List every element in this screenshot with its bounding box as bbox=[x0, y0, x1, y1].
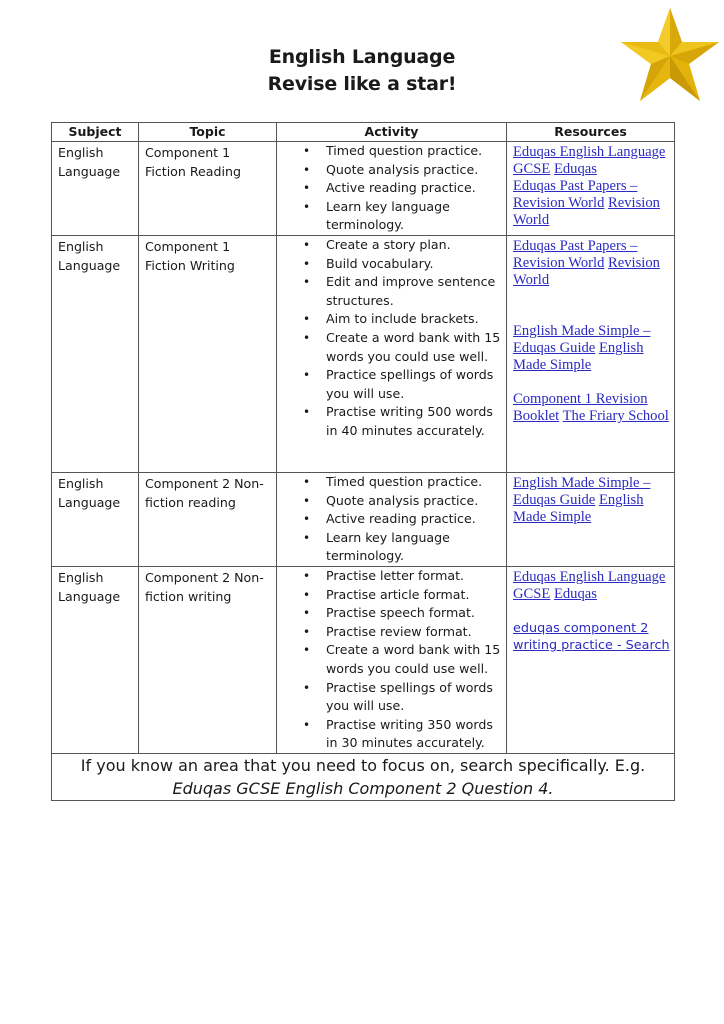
column-header-subject: Subject bbox=[52, 123, 139, 142]
resource-link[interactable]: Eduqas Past Papers – Revision World bbox=[513, 178, 638, 211]
footer-note bbox=[52, 753, 675, 800]
table-row bbox=[52, 473, 675, 567]
table-row bbox=[52, 142, 675, 236]
activity-item: • Practise writing 500 words in 40 minutes accurately. bbox=[326, 403, 506, 440]
table-row bbox=[52, 236, 675, 473]
table-header-row bbox=[52, 123, 675, 142]
topic-cell: Component 1 Fiction Writing bbox=[145, 239, 235, 273]
activity-item: • Learn key language terminology. bbox=[326, 198, 506, 235]
column-header-topic: Topic bbox=[139, 123, 277, 142]
activity-item: • Practise review format. bbox=[326, 623, 506, 642]
activity-list bbox=[277, 142, 506, 235]
resource-link[interactable]: English Made Simple – Eduqas Guide bbox=[513, 475, 651, 508]
column-header-activity: Activity bbox=[277, 123, 507, 142]
topic-cell: Component 1 Fiction Reading bbox=[145, 145, 241, 179]
activity-item: • Practise speech format. bbox=[326, 604, 506, 623]
resource-link[interactable]: Eduqas Past Papers – Revision World bbox=[513, 238, 638, 271]
activity-item: • Create a word bank with 15 words you could use well. bbox=[326, 329, 506, 366]
activity-item: • Active reading practice. bbox=[326, 510, 506, 529]
title-line-2: Revise like a star! bbox=[267, 73, 457, 95]
table-footer-row bbox=[52, 753, 675, 800]
footer-line-2-example: Eduqas GCSE English Component 2 Question 4. bbox=[172, 778, 554, 798]
activity-item: • Edit and improve sentence structures. bbox=[326, 273, 506, 310]
activity-item: • Quote analysis practice. bbox=[326, 161, 506, 180]
gold-star-icon bbox=[619, 6, 721, 104]
activity-item: • Timed question practice. bbox=[326, 142, 506, 161]
subject-cell: English Language bbox=[58, 239, 121, 273]
activity-list bbox=[277, 567, 506, 753]
subject-cell: English Language bbox=[58, 476, 121, 510]
resource-link[interactable]: Revision World bbox=[513, 255, 660, 288]
resources-cell bbox=[507, 142, 674, 229]
activity-item: • Practise letter format. bbox=[326, 567, 506, 586]
activity-list bbox=[277, 473, 506, 566]
activity-list bbox=[277, 236, 506, 441]
topic-cell: Component 2 Non-fiction reading bbox=[145, 476, 264, 510]
resource-link[interactable]: English Made Simple bbox=[513, 492, 644, 525]
resource-link-search[interactable]: eduqas component 2 writing practice - Search bbox=[513, 620, 670, 653]
resources-cell bbox=[507, 236, 674, 425]
revision-table bbox=[51, 122, 675, 801]
resource-link[interactable]: English Made Simple bbox=[513, 340, 644, 373]
table-row bbox=[52, 566, 675, 753]
activity-item: • Active reading practice. bbox=[326, 179, 506, 198]
subject-cell: English Language bbox=[58, 569, 121, 604]
resource-link[interactable]: The Friary School bbox=[562, 408, 669, 424]
resource-link[interactable]: Component 1 Revision Booklet bbox=[513, 391, 648, 424]
activity-item: • Practice spellings of words you will use. bbox=[326, 366, 506, 403]
activity-item: • Quote analysis practice. bbox=[326, 492, 506, 511]
resource-link[interactable]: Eduqas English Language GCSE bbox=[513, 144, 666, 177]
resources-cell bbox=[507, 473, 674, 526]
activity-item: • Learn key language terminology. bbox=[326, 529, 506, 566]
activity-item: • Practise writing 350 words in 30 minutes accurately. bbox=[326, 716, 506, 753]
resource-link[interactable]: Eduqas bbox=[553, 161, 597, 177]
activity-item: • Create a word bank with 15 words you could use well. bbox=[326, 641, 506, 678]
footer-line-1: If you know an area that you need to focus on, search specifically. E.g. bbox=[80, 755, 646, 775]
activity-item: • Build vocabulary. bbox=[326, 255, 506, 274]
activity-item: • Practise spellings of words you will use. bbox=[326, 679, 506, 716]
title-line-1: English Language bbox=[268, 46, 456, 68]
activity-item: • Timed question practice. bbox=[326, 473, 506, 492]
topic-cell: Component 2 Non-fiction writing bbox=[145, 569, 264, 604]
resource-link[interactable]: Eduqas bbox=[553, 585, 597, 602]
resource-link[interactable]: English Made Simple – Eduqas Guide bbox=[513, 323, 651, 356]
resources-cell bbox=[507, 567, 674, 654]
activity-item: • Create a story plan. bbox=[326, 236, 506, 255]
resource-link[interactable]: Eduqas English Language GCSE bbox=[513, 568, 666, 602]
activity-item: • Practise article format. bbox=[326, 586, 506, 605]
activity-item: • Aim to include brackets. bbox=[326, 310, 506, 329]
resource-link[interactable]: Revision World bbox=[513, 195, 660, 228]
page-title bbox=[0, 44, 724, 98]
column-header-resources: Resources bbox=[507, 123, 675, 142]
subject-cell: English Language bbox=[58, 145, 121, 179]
